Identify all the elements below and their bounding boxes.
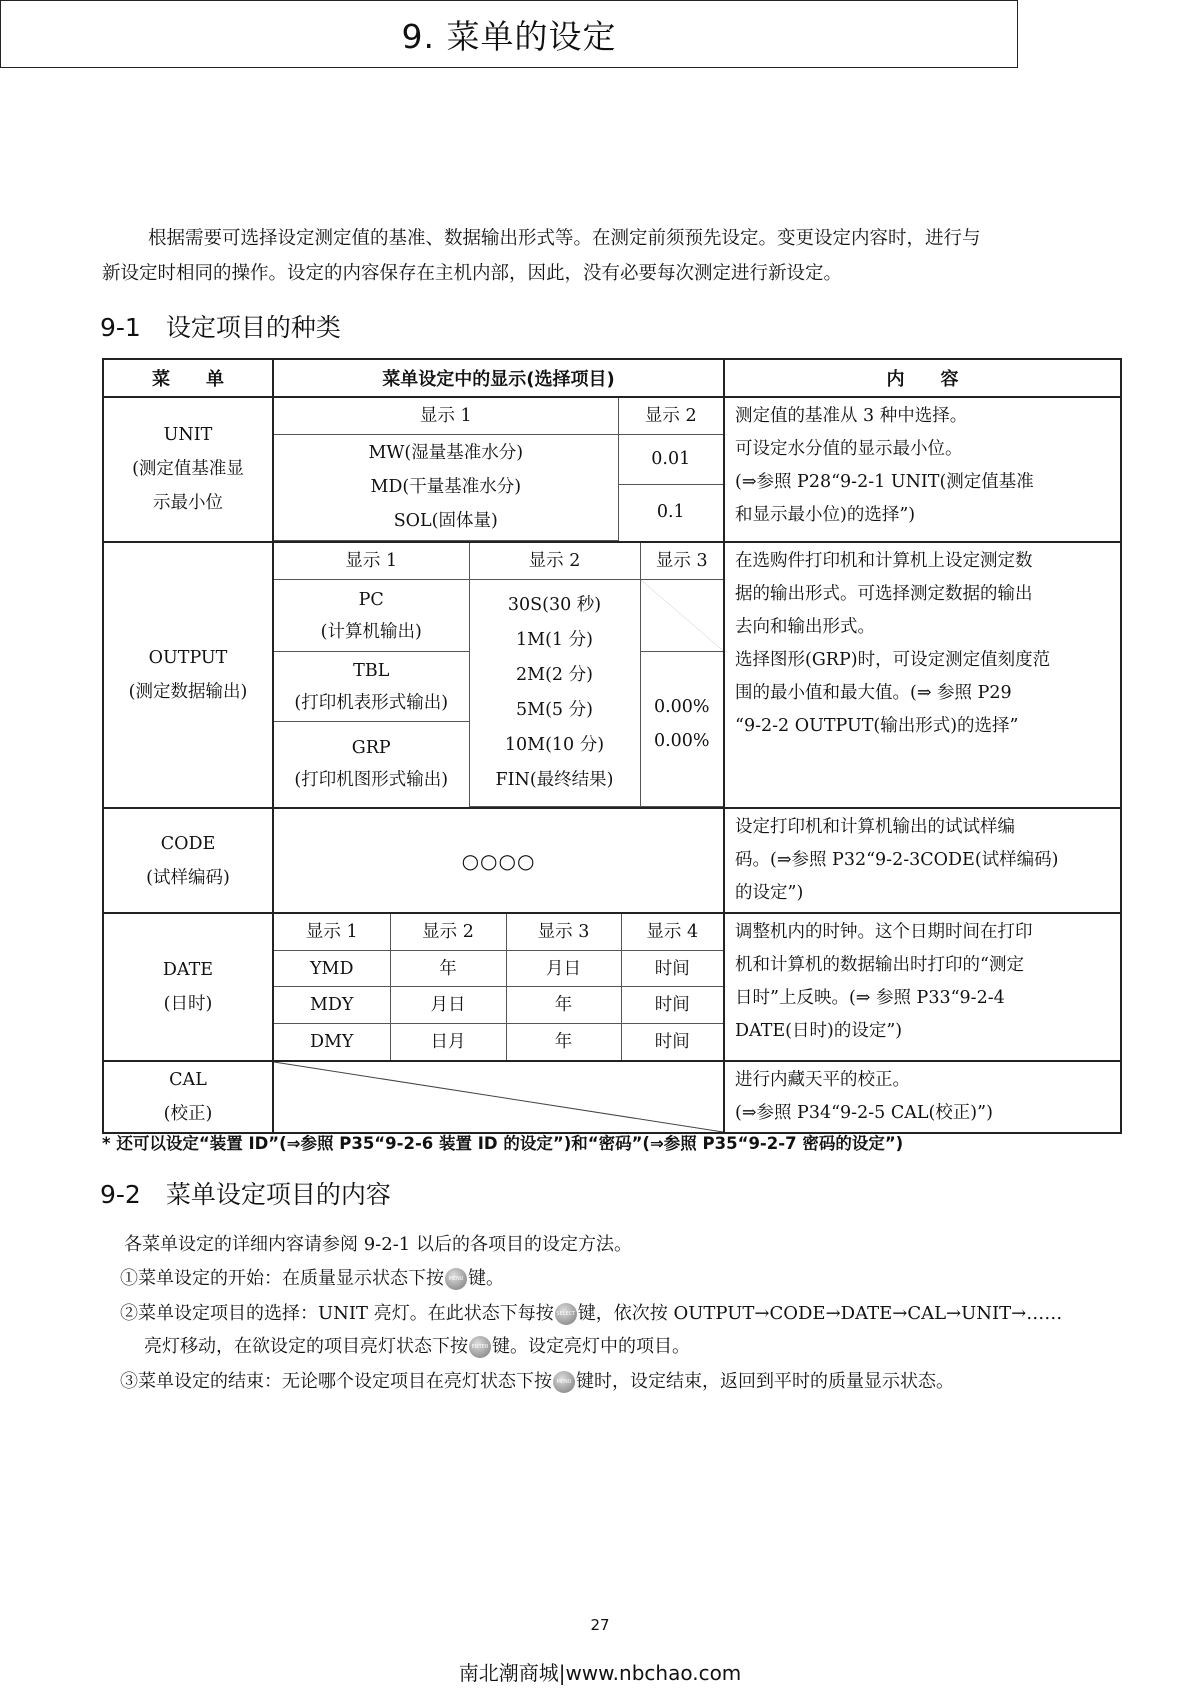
scale-max: 0.00% [653, 731, 710, 751]
header-menu: 菜 单 [103, 359, 273, 397]
output-content [724, 542, 1121, 809]
step-3 [120, 1365, 954, 1399]
interval-2m: 2M(2 分) [516, 665, 593, 685]
unit-min-001: 0.01 [618, 434, 723, 484]
unit-option-md: MD(干量基准水分) [370, 477, 522, 497]
select-key-icon: SELECT [555, 1303, 577, 1325]
unit-content [724, 397, 1121, 542]
output-content-line: 据的输出形式。可选择测定数据的输出 [735, 583, 1033, 604]
section-heading-9-2: 9-2 菜单设定项目的内容 [100, 1180, 391, 1209]
chapter-title: 9. 菜单的设定 [401, 16, 617, 56]
unit-display1-options [274, 434, 618, 540]
output-option-tbl [274, 652, 469, 722]
menu-key-icon: MENU [553, 1371, 575, 1393]
date-content-line: 调整机内的时钟。这个日期时间在打印 [735, 922, 1033, 942]
step-text: 键。设定亮灯中的项目。 [492, 1336, 690, 1357]
code-display: ○○○○ [273, 808, 724, 913]
menu-unit-label-2: 示最小位 [153, 493, 223, 514]
section2-intro: 各菜单设定的详细内容请参阅 9-2-1 以后的各项目的设定方法。 [124, 1234, 632, 1255]
cal-content-line: (⇒参照 P34“9-2-5 CAL(校正)”) [735, 1103, 993, 1123]
date-cell: 月日 [506, 950, 621, 987]
page-number: 27 [590, 1616, 610, 1634]
date-content [724, 913, 1121, 1061]
date-col-display3: 显示 3 [506, 914, 621, 950]
header-content: 内 容 [724, 359, 1121, 397]
interval-30s: 30S(30 秒) [507, 595, 602, 615]
date-cell: 时间 [621, 987, 723, 1024]
menu-code [103, 808, 273, 913]
unit-option-sol: SOL(固体量) [393, 511, 498, 531]
code-content [724, 808, 1121, 913]
diagonal-line [641, 580, 724, 651]
date-content-line: 机和计算机的数据输出时打印的“测定 [735, 955, 1024, 975]
date-cell: YMD [274, 950, 390, 987]
menu-cal-code: CAL [169, 1070, 207, 1090]
menu-unit-code: UNIT [163, 425, 213, 446]
cal-display-empty [273, 1061, 724, 1133]
date-format-mdy [274, 987, 723, 1024]
option-code: PC [358, 589, 384, 610]
site-footer: 南北潮商城|www.nbchao.com [458, 1661, 742, 1685]
unit-min-01: 0.1 [618, 484, 723, 540]
output-col-display1: 显示 1 [274, 543, 469, 580]
diagonal-line [274, 1062, 723, 1132]
menu-unit-label-1: (测定值基准显 [132, 459, 244, 480]
step-text: 键时，设定结束，返回到平时的质量显示状态。 [576, 1371, 954, 1392]
output-option-pc [274, 580, 469, 652]
scale-min: 0.00% [653, 697, 710, 717]
menu-cal [103, 1061, 273, 1133]
step-2-continued [144, 1330, 690, 1364]
date-col-display4: 显示 4 [621, 914, 723, 950]
unit-option-mw: MW(湿量基准水分) [368, 443, 524, 463]
table-row-unit [103, 397, 1121, 542]
code-content-line: 的设定”) [735, 883, 804, 903]
step-text: 键，依次按 OUTPUT→CODE→DATE→CAL→UNIT→…… [577, 1303, 1063, 1324]
unit-content-line: (⇒参照 P28“9-2-1 UNIT(测定值基准 [735, 472, 1034, 492]
unit-col-display1: 显示 1 [274, 398, 618, 434]
date-cell: 时间 [621, 950, 723, 987]
date-content-line: 日时”上反映。(⇒ 参照 P33“9-2-4 [735, 988, 1005, 1008]
interval-10m: 10M(10 分) [504, 735, 605, 755]
output-option-grp [274, 722, 469, 807]
output-content-line: 去向和输出形式。 [735, 616, 875, 637]
output-content-line: 在选购件打印机和计算机上设定测定数 [735, 550, 1033, 571]
output-content-line: 选择图形(GRP)时，可设定测定值刻度范 [735, 649, 1051, 670]
option-code: TBL [353, 660, 390, 681]
intro-line-2: 新设定时相同的操作。设定的内容保存在主机内部，因此，没有必要每次测定进行新设定。 [102, 263, 843, 284]
table-row-output [103, 542, 1121, 809]
cal-content [724, 1061, 1121, 1133]
unit-content-line: 和显示最小位)的选择”) [735, 505, 916, 525]
option-label: (打印机表形式输出) [294, 692, 449, 713]
output-scale-range [640, 652, 723, 807]
interval-fin: FIN(最终结果) [495, 770, 614, 790]
output-col-display3: 显示 3 [640, 543, 723, 580]
date-cell: 时间 [621, 1024, 723, 1060]
menu-output [103, 542, 273, 809]
date-display [273, 913, 724, 1061]
unit-display [273, 397, 724, 542]
output-interval-options [469, 580, 640, 807]
output-display [273, 542, 724, 809]
option-label: (打印机图形式输出) [294, 770, 449, 791]
date-content-line: DATE(日时)的设定”) [735, 1021, 903, 1041]
code-content-line: 设定打印机和计算机输出的试试样编 [735, 817, 1015, 837]
cal-content-line: 进行内藏天平的校正。 [735, 1070, 910, 1090]
step-1 [120, 1262, 504, 1296]
section-heading-9-1: 9-1 设定项目的种类 [100, 313, 341, 342]
date-format-dmy [274, 1024, 723, 1060]
footnote: * 还可以设定“装置 ID”(⇒参照 P35“9-2-6 装置 ID 的设定”)和“密码”(⇒参照 P35“9-2-7 密码的设定”) [102, 1134, 904, 1153]
menu-date-code: DATE [162, 960, 214, 980]
output-content-line: 围的最小值和最大值。(⇒ 参照 P29 [735, 682, 1012, 703]
table-header-row [103, 359, 1121, 397]
date-cell: 日月 [390, 1024, 506, 1060]
step-text: 键。 [468, 1268, 504, 1289]
date-col-display1: 显示 1 [274, 914, 390, 950]
menu-date [103, 913, 273, 1061]
menu-unit [103, 397, 273, 542]
menu-settings-table [102, 358, 1122, 1134]
interval-5m: 5M(5 分) [516, 700, 593, 720]
date-col-display2: 显示 2 [390, 914, 506, 950]
date-cell: 月日 [390, 987, 506, 1024]
chapter-title-box [0, 0, 1018, 68]
option-code: GRP [351, 738, 391, 759]
date-format-ymd [274, 950, 723, 987]
unit-content-line: 可设定水分值的显示最小位。 [735, 439, 963, 459]
menu-output-code: OUTPUT [148, 647, 228, 668]
menu-cal-label: (校正) [163, 1104, 213, 1124]
date-cell: DMY [274, 1024, 390, 1060]
menu-output-label: (测定数据输出) [128, 681, 248, 702]
step-text: 亮灯移动，在欲设定的项目亮灯状态下按 [144, 1336, 468, 1357]
date-cell: 年 [506, 987, 621, 1024]
table-row-code [103, 808, 1121, 913]
date-cell: 年 [390, 950, 506, 987]
output-col-display2: 显示 2 [469, 543, 640, 580]
step-text: ③菜单设定的结束：无论哪个设定项目在亮灯状态下按 [120, 1371, 552, 1392]
header-display: 菜单设定中的显示(选择项目) [273, 359, 724, 397]
menu-code-label: (试样编码) [146, 867, 230, 888]
unit-content-line: 测定值的基准从 3 种中选择。 [735, 406, 968, 426]
output-display3-empty [640, 580, 723, 652]
intro-line-1: 根据需要可选择设定测定值的基准、数据输出形式等。在测定前须预先设定。变更设定内容时，进行与 [148, 228, 981, 249]
step-2 [120, 1297, 1062, 1331]
option-label: (计算机输出) [320, 621, 422, 642]
enter-key-icon: ENTER [469, 1336, 491, 1358]
menu-date-label: (日时) [163, 994, 213, 1014]
step-text: ①菜单设定的开始：在质量显示状态下按 [120, 1268, 444, 1289]
table-row-date [103, 913, 1121, 1061]
unit-col-display2: 显示 2 [618, 398, 723, 434]
interval-1m: 1M(1 分) [516, 630, 593, 650]
step-text: ②菜单设定项目的选择：UNIT 亮灯。在此状态下每按 [120, 1303, 554, 1324]
output-content-line: “9-2-2 OUTPUT(输出形式)的选择” [735, 715, 1019, 736]
table-row-cal [103, 1061, 1121, 1133]
date-cell: 年 [506, 1024, 621, 1060]
code-content-line: 码。(⇒参照 P32“9-2-3CODE(试样编码) [735, 850, 1059, 870]
date-cell: MDY [274, 987, 390, 1024]
menu-key-icon: MENU [445, 1268, 467, 1290]
menu-code-code: CODE [160, 833, 216, 854]
